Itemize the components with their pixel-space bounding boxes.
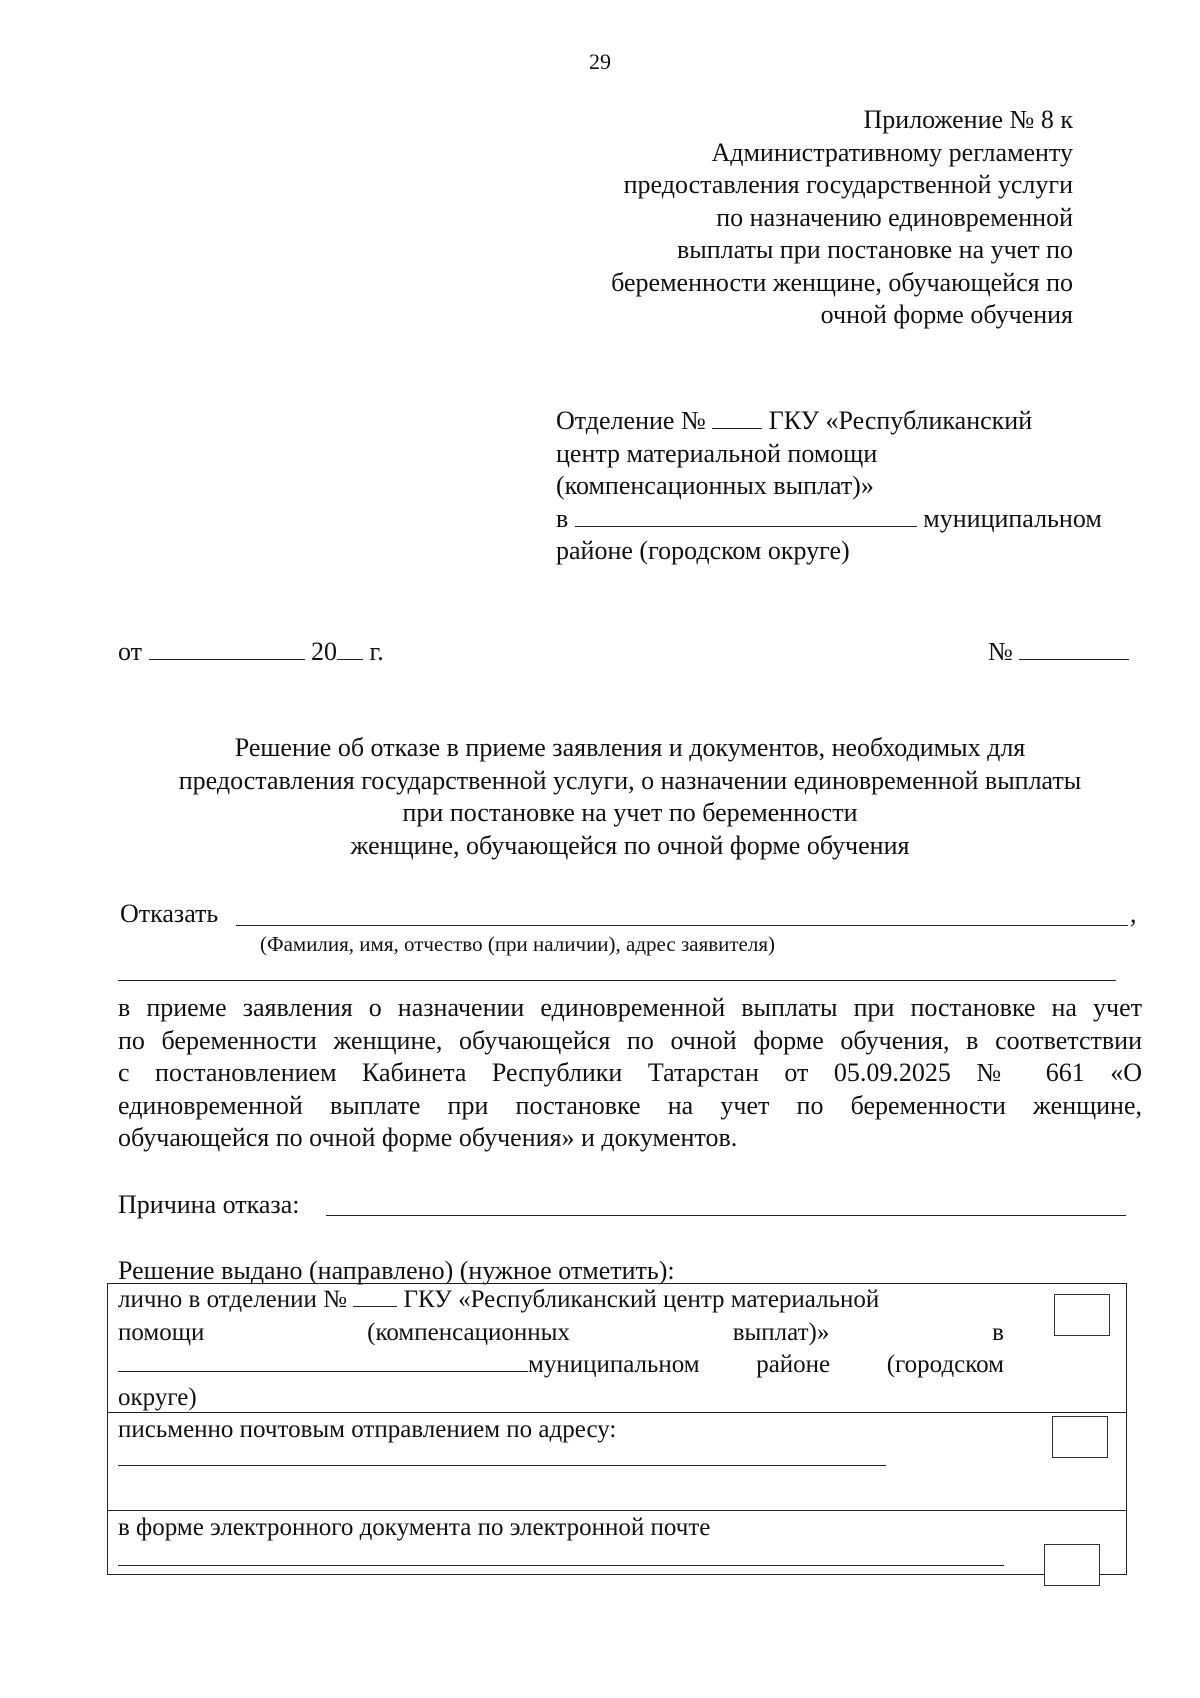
body-line: единовременной выплате при постановке на учет по беременности женщине, xyxy=(118,1090,1142,1120)
mail-checkbox[interactable] xyxy=(1052,1416,1108,1458)
applicant-caption: (Фамилия, имя, отчество (при наличии), адрес заявителя) xyxy=(260,932,776,956)
option-email xyxy=(118,1512,998,1544)
option-in-person xyxy=(118,1284,1004,1414)
mail-label: письменно почтовым отправлением по адресу: xyxy=(118,1416,617,1443)
title-line: Решение об отказе в приеме заявления и документов, необходимых для xyxy=(234,733,1026,762)
body-line: обучающейся по очной форме обучения» и документов. xyxy=(118,1123,738,1152)
in-person-checkbox[interactable] xyxy=(1054,1294,1110,1336)
title-line: предоставления государственной услуги, о назначении единовременной выплаты xyxy=(178,765,1082,795)
addressee-line-4 xyxy=(556,503,1136,536)
refuse-comma: , xyxy=(1130,899,1137,928)
option-mail xyxy=(118,1414,998,1446)
applicant-address-line[interactable] xyxy=(118,980,1116,981)
in-person-dept-blank[interactable] xyxy=(353,1284,397,1307)
appendix-line: беременности женщине, обучающейся по xyxy=(611,267,1073,297)
appendix-line: очной форме обучения xyxy=(820,300,1073,329)
dept-number-blank[interactable] xyxy=(712,406,762,429)
addressee-line-5: районе (городском округе) xyxy=(556,536,850,565)
body-paragraph xyxy=(118,992,1142,1155)
date-from-label: от xyxy=(118,637,143,666)
addressee-org: ГКУ «Республиканский xyxy=(768,406,1033,435)
addressee-line-2: центр материальной помощи xyxy=(556,438,878,468)
appendix-line: выплаты при постановке на учет по xyxy=(676,235,1073,264)
in-person-line-4: округе) xyxy=(118,1383,197,1411)
addressee-line-1 xyxy=(556,405,1136,438)
in-person-line-3 xyxy=(118,1349,1004,1382)
issuance-table xyxy=(107,1283,1127,1575)
date-blank[interactable] xyxy=(149,637,305,660)
addressee-line-3: (компенсационных выплат)» xyxy=(556,471,874,500)
email-checkbox[interactable] xyxy=(1044,1544,1100,1586)
refuse-label: Отказать xyxy=(120,899,219,928)
decision-title xyxy=(100,732,1160,862)
mail-address-line[interactable] xyxy=(118,1465,886,1466)
year-suffix: г. xyxy=(369,637,384,666)
in-person-line-1 xyxy=(118,1284,1004,1317)
number-group xyxy=(988,635,1129,668)
in-person-word: муниципальном xyxy=(528,1351,700,1378)
in-person-org: ГКУ «Республиканский центр материальной xyxy=(403,1286,880,1313)
applicant-name-line[interactable] xyxy=(236,925,1128,926)
appendix-line: предоставления государственной услуги xyxy=(623,170,1073,199)
in-person-district-group xyxy=(118,1349,700,1382)
title-line: при постановке на учет по беременности xyxy=(402,798,858,827)
addressee-dept-label: Отделение № xyxy=(556,406,706,435)
email-label: в форме электронного документа по электронной почте xyxy=(118,1514,711,1541)
in-person-word: (компенсационных xyxy=(367,1318,570,1346)
body-line: по беременности женщине, обучающейся по очной форме обучения, в соответствии xyxy=(118,1025,1142,1055)
number-label: № xyxy=(988,637,1013,666)
row-divider xyxy=(108,1412,1126,1413)
in-person-word: помощи xyxy=(118,1318,205,1346)
addressee-municipal: муниципальном xyxy=(923,503,1102,533)
email-address-line[interactable] xyxy=(118,1565,1004,1566)
year-label: 20 xyxy=(311,637,338,666)
issuance-label: Решение выдано (направлено) (нужное отметить): xyxy=(118,1256,675,1285)
year-blank[interactable] xyxy=(337,637,363,660)
in-person-line-2 xyxy=(118,1317,1004,1350)
appendix-line: Приложение № 8 к xyxy=(863,105,1073,134)
page-number: 29 xyxy=(589,49,611,74)
reason-label: Причина отказа: xyxy=(118,1190,300,1219)
body-line: в приеме заявления о назначении единовременной выплаты при постановке на учет xyxy=(118,993,1142,1022)
addressee-in-label: в xyxy=(556,503,569,533)
title-line: женщине, обучающейся по очной форме обучения xyxy=(350,830,910,860)
reason-line[interactable] xyxy=(326,1215,1126,1216)
in-person-prefix: лично в отделении № xyxy=(118,1286,348,1313)
in-person-word: (городском xyxy=(886,1351,1004,1378)
row-divider xyxy=(108,1510,1126,1511)
number-blank[interactable] xyxy=(1019,637,1129,660)
appendix-line: по назначению единовременной xyxy=(716,202,1073,232)
appendix-line: Административному регламенту xyxy=(711,137,1073,167)
addressee-block xyxy=(556,405,1136,568)
in-person-word: выплат)» xyxy=(732,1318,830,1346)
in-person-district-blank[interactable] xyxy=(118,1349,528,1372)
body-line: с постановлением Кабинета Республики Татарстан от 05.09.2025 № 661 «О xyxy=(118,1058,1142,1087)
in-person-word: районе xyxy=(756,1351,831,1378)
in-person-word: в xyxy=(992,1318,1004,1346)
district-blank[interactable] xyxy=(575,504,917,527)
date-row xyxy=(118,635,1138,671)
appendix-block xyxy=(373,104,1073,332)
